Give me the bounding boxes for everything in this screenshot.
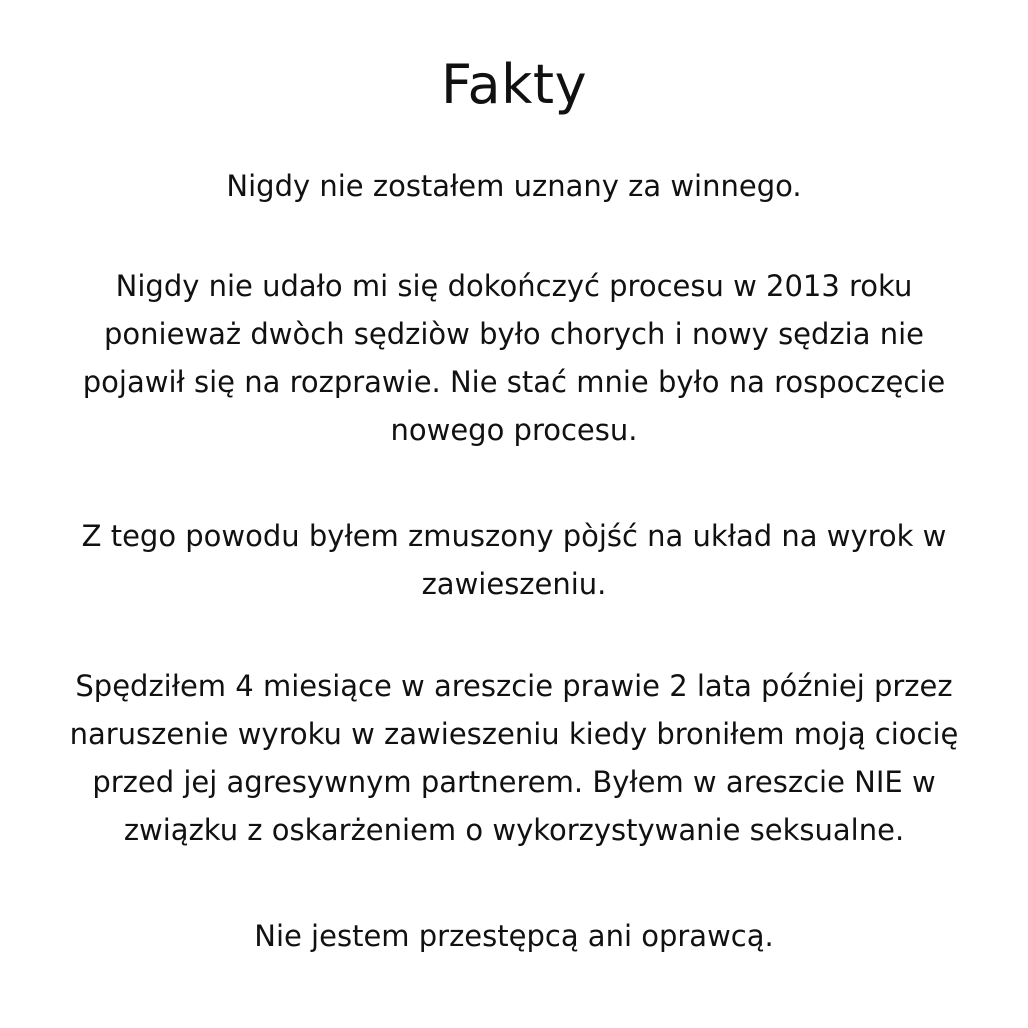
paragraph-line: Nigdy nie zostałem uznany za winnego. xyxy=(226,169,802,203)
paragraph-line: Spędziłem 4 miesiące w areszcie prawie 2 lata później przez xyxy=(75,669,953,703)
paragraph-line: Z tego powodu byłem zmuszony pòjść na układ na wyrok w xyxy=(81,519,947,553)
paragraph-line: przed jej agresywnym partnerem. Byłem w areszcie NIE w xyxy=(92,765,936,799)
paragraph-not-found-guilty xyxy=(0,162,1028,210)
paragraph-suspended-sentence xyxy=(0,512,1028,608)
paragraph-closing-statement xyxy=(0,912,1028,960)
paragraph-line: Nie jestem przestępcą ani oprawcą. xyxy=(254,919,774,953)
paragraph-detention xyxy=(0,662,1028,854)
paragraph-line: ponieważ dwòch sędziòw było chorych i nowy sędzia nie xyxy=(104,317,924,351)
page-title: Fakty xyxy=(440,53,588,116)
paragraph-line: naruszenie wyroku w zawieszeniu kiedy broniłem moją ciocię xyxy=(69,717,959,751)
paragraph-trial-2013 xyxy=(0,262,1028,454)
paragraph-line: związku z oskarżeniem o wykorzystywanie seksualne. xyxy=(123,813,905,847)
paragraph-line: nowego procesu. xyxy=(390,413,638,447)
paragraph-line: zawieszeniu. xyxy=(421,567,607,601)
paragraph-line: pojawił się na rozprawie. Nie stać mnie było na rospoczęcie xyxy=(82,365,946,399)
paragraph-line: Nigdy nie udało mi się dokończyć procesu w 2013 roku xyxy=(115,269,913,303)
